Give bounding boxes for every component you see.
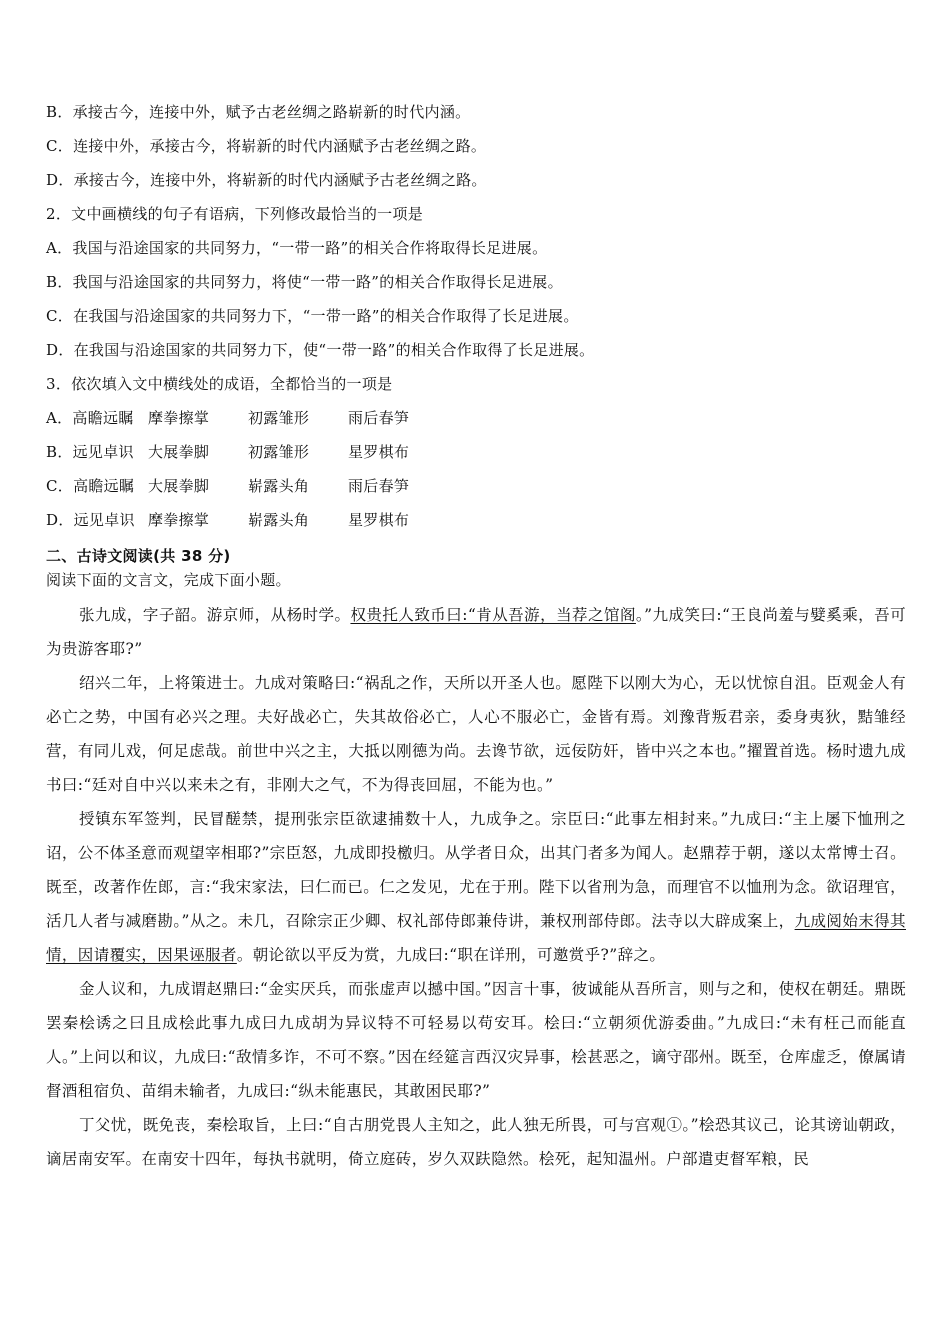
passage-paragraph-1 [46, 598, 906, 666]
q3-idiom-2: 初露雏形 [248, 409, 310, 427]
q3-idiom-2: 崭露头角 [248, 511, 310, 529]
q3-idiom-1: 大展拳脚 [148, 443, 210, 461]
q3-idiom-3: 雨后春笋 [348, 409, 410, 427]
q3-option-c [46, 476, 448, 496]
q3-idiom-2: 初露雏形 [248, 443, 310, 461]
q1-option-c: C．连接中外，承接古今，将崭新的时代内涵赋予古老丝绸之路。 [46, 137, 487, 155]
q3-option-label: C．高瞻远瞩 [46, 477, 135, 495]
passage-text: 。”九成笑曰:“王良尚羞与嬖奚乘，吾可为贵游客耶?” [46, 606, 906, 658]
passage-paragraph-5: 丁父忧，既免丧，秦桧取旨，上曰:“自古朋党畏人主知之，此人独无所畏，可与宫观①。”桧恐其议己，论其谤讪朝政，谪居南安军。在南安十四年，每执书就明，倚立庭砖，岁久双趺隐然。桧死，起知温州。户部遣吏督军粮，民 [46, 1116, 906, 1168]
underlined-sentence: 权贵托人致币曰:“肯从吾游，当荐之馆阁 [350, 606, 636, 624]
q3-option-label: B．远见卓识 [46, 443, 134, 461]
underlined-sentence: 九成阅始末得其情，因请覆实，因果诬服者 [46, 912, 906, 964]
q3-option-b [46, 442, 448, 462]
q2-option-d: D．在我国与沿途国家的共同努力下，使“一带一路”的相关合作取得了长足进展。 [46, 341, 595, 359]
q3-idiom-3: 星罗棋布 [348, 443, 410, 461]
q3-idiom-1: 摩拳擦掌 [148, 511, 210, 529]
q3-idiom-3: 星罗棋布 [348, 511, 410, 529]
q3-option-label: A．高瞻远瞩 [46, 409, 134, 427]
q1-option-d: D．承接古今，连接中外，将崭新的时代内涵赋予古老丝绸之路。 [46, 171, 487, 189]
q3-idiom-3: 雨后春笋 [348, 477, 410, 495]
passage-text: 授镇东军签判，民冒醝禁，提刑张宗臣欲逮捕数十人，九成争之。宗臣曰:“此事左相封来。”九成曰:“主上屡下恤刑之诏，公不体圣意而观望宰相耶?”宗臣怒，九成即投檄归。从学者日众，出其门者多为闻人。赵鼎荐于朝，遂以太常博士召。既至，改著作佐郎，言:“我宋家法，曰仁而已。仁之发见，尤在于刑。陛下以省刑为急，而理官不以恤刑为念。欲诏理官，活几人者与减磨勘。”从之。未几，召除宗正少卿、权礼部侍郎兼侍讲，兼权刑部侍郎。法寺以大辟成案上， [46, 810, 906, 930]
q3-option-label: D．远见卓识 [46, 511, 135, 529]
q3-option-a [46, 408, 448, 428]
section-instruction: 阅读下面的文言文，完成下面小题。 [46, 571, 291, 589]
passage [46, 598, 906, 1176]
q2-option-c: C．在我国与沿途国家的共同努力下，“一带一路”的相关合作取得了长足进展。 [46, 307, 579, 325]
q1-option-b: B．承接古今，连接中外，赋予古老丝绸之路崭新的时代内涵。 [46, 103, 471, 121]
passage-paragraph-2: 绍兴二年，上将策进士。九成对策略曰:“祸乱之作，天所以开圣人也。愿陛下以刚大为心，无以忧惊自沮。臣观金人有必亡之势，中国有必兴之理。夫好战必亡，失其故俗必亡，人心不服必亡，金皆有焉。刘豫背叛君亲，委身夷狄，黠雏经营，有同儿戏，何足虑哉。前世中兴之主，大抵以刚德为尚。去谗节欲，远佞防奸，皆中兴之本也。”擢置首选。杨时遗九成书曰:“廷对自中兴以来未之有，非刚大之气，不为得丧回屈，不能为也。” [46, 674, 906, 794]
passage-paragraph-4: 金人议和，九成谓赵鼎曰:“金实厌兵，而张虚声以撼中国。”因言十事，彼诚能从吾所言，则与之和，使权在朝廷。鼎既罢秦桧诱之曰且成桧此事九成曰九成胡为异议特不可轻易以苟安耳。桧曰:“立朝须优游委曲。”九成曰:“未有枉己而能直人。”上问以和议，九成曰:“敌情多诈，不可不察。”因在经筵言西汉灾异事，桧甚恶之，谪守邵州。既至，仓库虚乏，僚属请督酒租宿负、苗绢未输者，九成曰:“纵未能惠民，其敢困民耶?” [46, 980, 906, 1100]
q3-stem: 3．依次填入文中横线处的成语，全都恰当的一项是 [46, 375, 393, 393]
q2-option-a: A．我国与沿途国家的共同努力，“一带一路”的相关合作将取得长足进展。 [46, 239, 548, 257]
section-title: 二、古诗文阅读(共 38 分) [46, 547, 231, 565]
passage-text: 。朝论欲以平反为赏，九成曰:“职在详刑，可邀赏乎?”辞之。 [236, 946, 666, 964]
q3-idiom-1: 摩拳擦掌 [148, 409, 210, 427]
q2-option-b: B．我国与沿途国家的共同努力，将使“一带一路”的相关合作取得长足进展。 [46, 273, 563, 291]
q3-idiom-1: 大展拳脚 [148, 477, 210, 495]
q2-stem: 2．文中画横线的句子有语病，下列修改最恰当的一项是 [46, 205, 424, 223]
q3-idiom-2: 崭露头角 [248, 477, 310, 495]
passage-paragraph-3 [46, 802, 906, 972]
q3-option-d [46, 510, 448, 530]
passage-text: 张九成，字子韶。游京师，从杨时学。 [79, 606, 351, 624]
